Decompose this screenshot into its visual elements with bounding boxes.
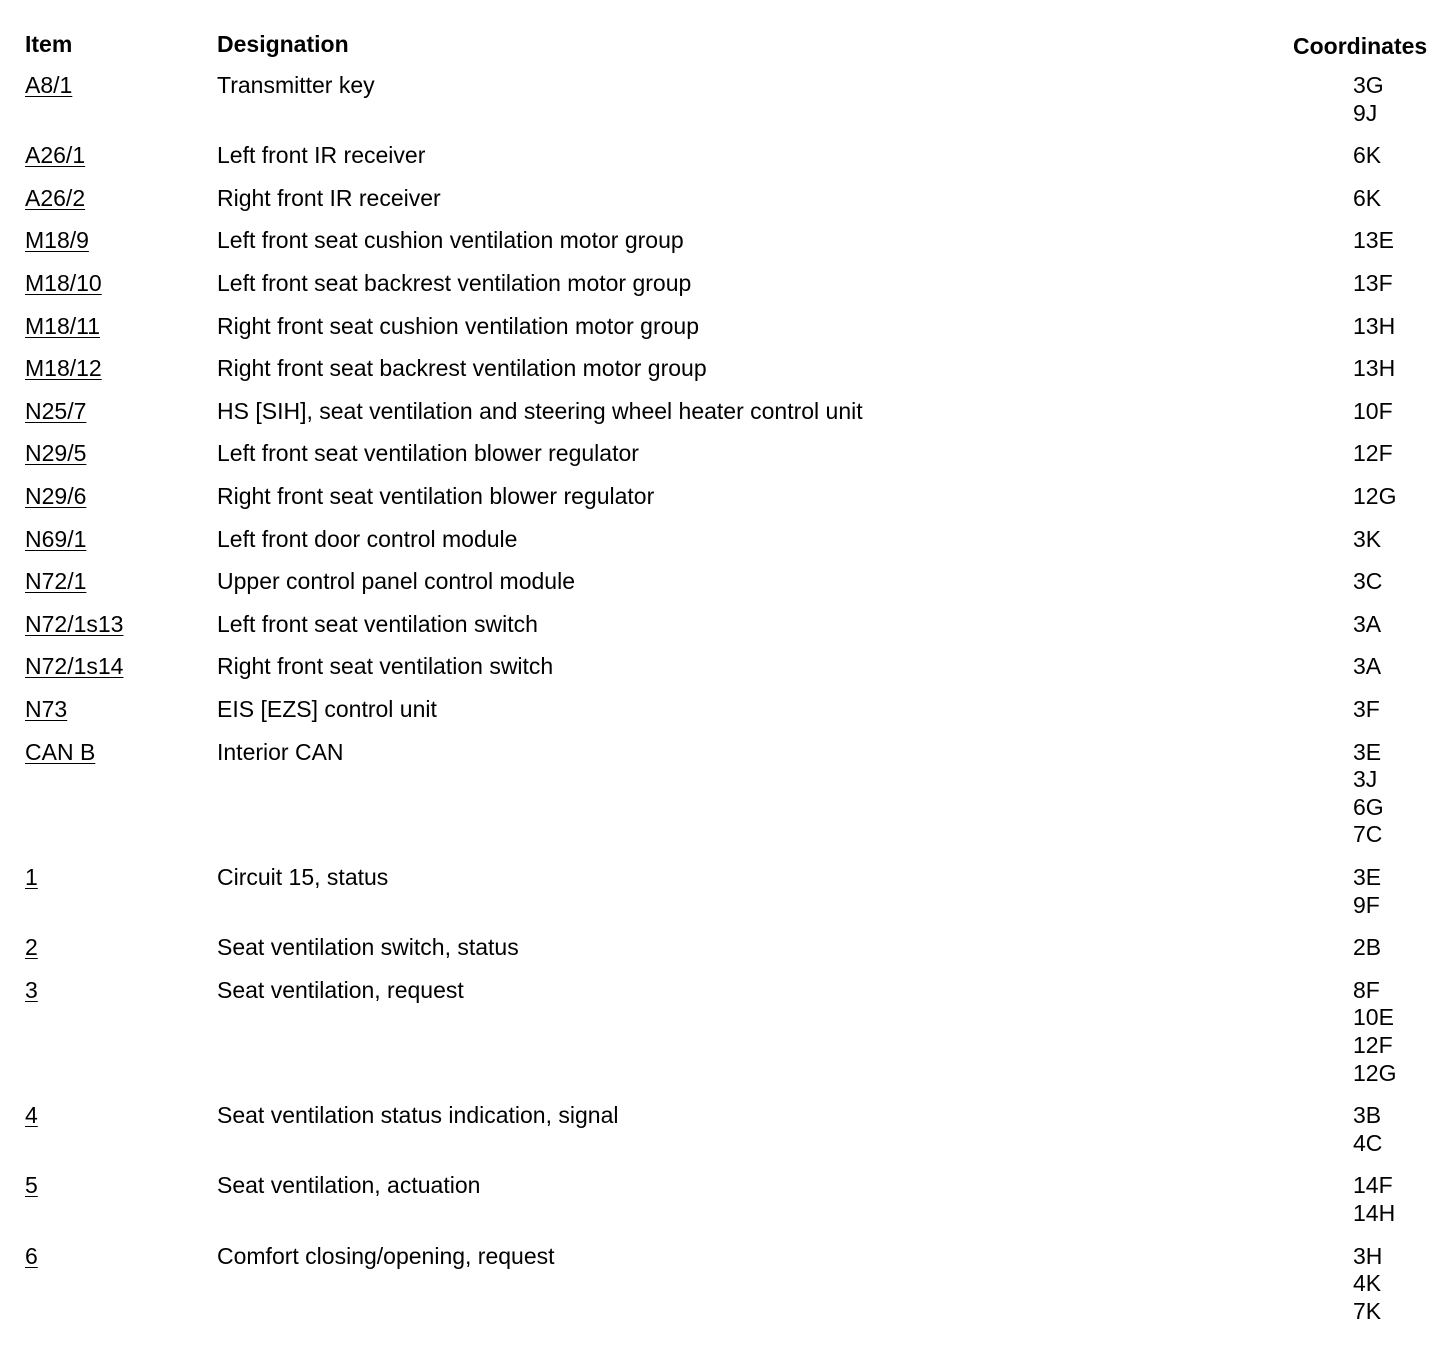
coordinates-cell bbox=[1353, 398, 1393, 426]
coordinates-cell bbox=[1353, 526, 1381, 554]
table-row bbox=[0, 142, 1456, 170]
table-row bbox=[0, 270, 1456, 298]
table-row bbox=[0, 1243, 1456, 1326]
designation-cell: Seat ventilation, request bbox=[217, 976, 464, 1003]
table-row bbox=[0, 864, 1456, 919]
item-cell bbox=[25, 270, 102, 298]
designation-cell: Seat ventilation switch, status bbox=[217, 934, 519, 961]
item-link[interactable]: 2 bbox=[25, 934, 38, 961]
coordinate-value: 3H bbox=[1353, 1242, 1383, 1269]
item-link[interactable]: A26/1 bbox=[25, 142, 86, 169]
coordinate-value: 7K bbox=[1353, 1297, 1382, 1324]
table-row bbox=[0, 934, 1456, 962]
table-row bbox=[0, 355, 1456, 383]
coordinates-cell bbox=[1353, 270, 1393, 298]
column-header-coordinates: Coordinates bbox=[1293, 33, 1428, 59]
coordinate-value: 4C bbox=[1353, 1129, 1383, 1156]
item-link[interactable]: M18/10 bbox=[25, 270, 102, 296]
item-cell bbox=[25, 977, 38, 1005]
coordinate-value: 7C bbox=[1353, 821, 1383, 848]
coordinates-cell bbox=[1353, 934, 1381, 962]
coordinates-cell bbox=[1353, 185, 1381, 213]
item-cell bbox=[25, 526, 86, 554]
item-link[interactable]: 3 bbox=[25, 976, 38, 1003]
coordinate-value: 3A bbox=[1353, 610, 1382, 637]
coordinate-value: 3A bbox=[1353, 653, 1382, 680]
item-link[interactable]: N25/7 bbox=[25, 397, 87, 424]
item-link[interactable]: A26/2 bbox=[25, 184, 86, 211]
table-row bbox=[0, 568, 1456, 596]
item-cell bbox=[25, 611, 123, 639]
item-cell bbox=[25, 1102, 38, 1130]
designation-cell: Right front IR receiver bbox=[217, 184, 441, 211]
table-row bbox=[0, 653, 1456, 681]
coordinate-value: 13H bbox=[1353, 355, 1396, 382]
coordinate-value: 3J bbox=[1353, 766, 1378, 793]
item-link[interactable]: 5 bbox=[25, 1172, 38, 1199]
coordinate-value: 14F bbox=[1353, 1172, 1393, 1199]
item-link[interactable]: 6 bbox=[25, 1242, 38, 1269]
coordinates-cell bbox=[1353, 313, 1395, 341]
coordinates-cell bbox=[1353, 227, 1394, 255]
designation-cell: Circuit 15, status bbox=[217, 864, 389, 890]
item-cell bbox=[25, 934, 38, 962]
item-cell bbox=[25, 483, 86, 511]
designation-cell: Comfort closing/opening, request bbox=[217, 1242, 555, 1269]
item-cell bbox=[25, 185, 85, 213]
coordinate-value: 3F bbox=[1353, 696, 1380, 722]
item-link[interactable]: N72/1s13 bbox=[25, 610, 124, 637]
table-row bbox=[0, 526, 1456, 554]
coordinates-cell bbox=[1353, 1102, 1382, 1157]
column-header-item: Item bbox=[25, 31, 73, 57]
coordinate-value: 8F bbox=[1353, 976, 1380, 1003]
coordinate-value: 3K bbox=[1353, 525, 1382, 552]
coordinate-value: 12G bbox=[1353, 1059, 1397, 1086]
designation-cell: Left front door control module bbox=[217, 525, 518, 552]
item-link[interactable]: CAN B bbox=[25, 738, 96, 765]
designation-cell: Right front seat backrest ventilation motor group bbox=[217, 355, 707, 382]
table-row bbox=[0, 696, 1456, 724]
coordinates-cell bbox=[1353, 1243, 1382, 1326]
table-row bbox=[0, 611, 1456, 639]
item-link[interactable]: M18/9 bbox=[25, 227, 89, 254]
column-header-designation: Designation bbox=[217, 31, 349, 57]
designation-cell: Interior CAN bbox=[217, 738, 344, 765]
coordinate-value: 14H bbox=[1353, 1199, 1396, 1226]
item-link[interactable]: N72/1 bbox=[25, 568, 87, 595]
table-row bbox=[0, 227, 1456, 255]
coordinate-value: 9F bbox=[1353, 891, 1380, 918]
designation-cell: Left front seat cushion ventilation motor group bbox=[217, 227, 684, 254]
coordinate-value: 12F bbox=[1353, 440, 1393, 467]
coordinate-value: 3E bbox=[1353, 738, 1382, 765]
table-row bbox=[0, 739, 1456, 849]
designation-cell: Right front seat ventilation switch bbox=[217, 653, 554, 680]
item-link[interactable]: M18/12 bbox=[25, 355, 102, 382]
coordinates-cell bbox=[1353, 355, 1395, 383]
coordinate-value: 3E bbox=[1353, 864, 1382, 890]
table-row bbox=[0, 1102, 1456, 1157]
item-link[interactable]: N73 bbox=[25, 696, 68, 722]
coordinates-cell bbox=[1353, 1172, 1395, 1227]
item-link[interactable]: N72/1s14 bbox=[25, 653, 124, 680]
table-row bbox=[0, 313, 1456, 341]
item-link[interactable]: M18/11 bbox=[25, 312, 101, 339]
designation-cell: Seat ventilation status indication, signal bbox=[217, 1102, 619, 1129]
coordinates-cell bbox=[1353, 611, 1381, 639]
coordinate-value: 10F bbox=[1353, 397, 1393, 424]
designation-cell: EIS [EZS] control unit bbox=[217, 696, 437, 722]
coordinate-value: 12F bbox=[1353, 1031, 1393, 1058]
table-row bbox=[0, 398, 1456, 426]
coordinate-value: 6K bbox=[1353, 184, 1382, 211]
coordinate-value: 12G bbox=[1353, 483, 1397, 509]
item-link[interactable]: 4 bbox=[25, 1102, 38, 1129]
coordinate-value: 10E bbox=[1353, 1004, 1394, 1031]
item-cell bbox=[25, 398, 86, 426]
coordinates-cell bbox=[1353, 568, 1382, 596]
item-cell bbox=[25, 355, 102, 383]
table-row bbox=[0, 977, 1456, 1087]
designation-cell: Left front seat ventilation switch bbox=[217, 610, 538, 637]
designation-cell: Right front seat ventilation blower regulator bbox=[217, 483, 655, 509]
coordinates-cell bbox=[1353, 653, 1381, 681]
coordinates-cell bbox=[1353, 739, 1384, 849]
table-row bbox=[0, 185, 1456, 213]
table-row bbox=[0, 483, 1456, 511]
coordinate-value: 9J bbox=[1353, 99, 1378, 126]
coordinates-cell bbox=[1353, 977, 1396, 1087]
item-cell bbox=[25, 142, 85, 170]
item-cell bbox=[25, 440, 86, 468]
coordinate-value: 3B bbox=[1353, 1102, 1382, 1129]
coordinates-cell bbox=[1353, 142, 1381, 170]
coordinate-value: 3G bbox=[1353, 72, 1384, 98]
item-link[interactable]: N29/6 bbox=[25, 483, 87, 509]
item-cell bbox=[25, 72, 72, 100]
coordinate-value: 4K bbox=[1353, 1270, 1382, 1297]
coordinate-value: 6G bbox=[1353, 793, 1384, 820]
item-cell bbox=[25, 864, 38, 892]
designation-cell: HS [SIH], seat ventilation and steering wheel heater control unit bbox=[217, 397, 863, 424]
item-cell bbox=[25, 227, 89, 255]
coordinates-cell bbox=[1353, 72, 1384, 127]
coordinates-cell bbox=[1353, 864, 1381, 919]
item-cell bbox=[25, 1243, 38, 1271]
designation-cell: Right front seat cushion ventilation motor group bbox=[217, 312, 699, 339]
table-row bbox=[0, 72, 1456, 127]
designation-cell: Left front seat backrest ventilation motor group bbox=[217, 270, 692, 296]
table-row bbox=[0, 1172, 1456, 1227]
item-link[interactable]: A8/1 bbox=[25, 72, 73, 98]
item-cell bbox=[25, 696, 67, 724]
coordinate-value: 6K bbox=[1353, 142, 1382, 169]
coordinate-value: 13F bbox=[1353, 270, 1393, 296]
coordinates-cell bbox=[1353, 696, 1380, 724]
coordinate-value: 13H bbox=[1353, 312, 1396, 339]
item-link[interactable]: N69/1 bbox=[25, 525, 87, 552]
coordinates-cell bbox=[1353, 440, 1393, 468]
coordinate-value: 3C bbox=[1353, 568, 1383, 595]
item-cell bbox=[25, 653, 123, 681]
designation-cell: Upper control panel control module bbox=[217, 568, 575, 595]
coordinate-value: 2B bbox=[1353, 934, 1382, 961]
item-cell bbox=[25, 739, 95, 767]
coordinates-cell bbox=[1353, 483, 1396, 511]
item-cell bbox=[25, 1172, 38, 1200]
designation-cell: Left front IR receiver bbox=[217, 142, 426, 169]
item-cell bbox=[25, 568, 86, 596]
designation-cell: Left front seat ventilation blower regulator bbox=[217, 440, 639, 467]
item-link[interactable]: 1 bbox=[25, 864, 38, 890]
designation-cell: Transmitter key bbox=[217, 72, 375, 98]
coordinate-value: 13E bbox=[1353, 227, 1394, 254]
item-link[interactable]: N29/5 bbox=[25, 440, 87, 467]
table-row bbox=[0, 440, 1456, 468]
designation-cell: Seat ventilation, actuation bbox=[217, 1172, 481, 1199]
item-cell bbox=[25, 313, 100, 341]
